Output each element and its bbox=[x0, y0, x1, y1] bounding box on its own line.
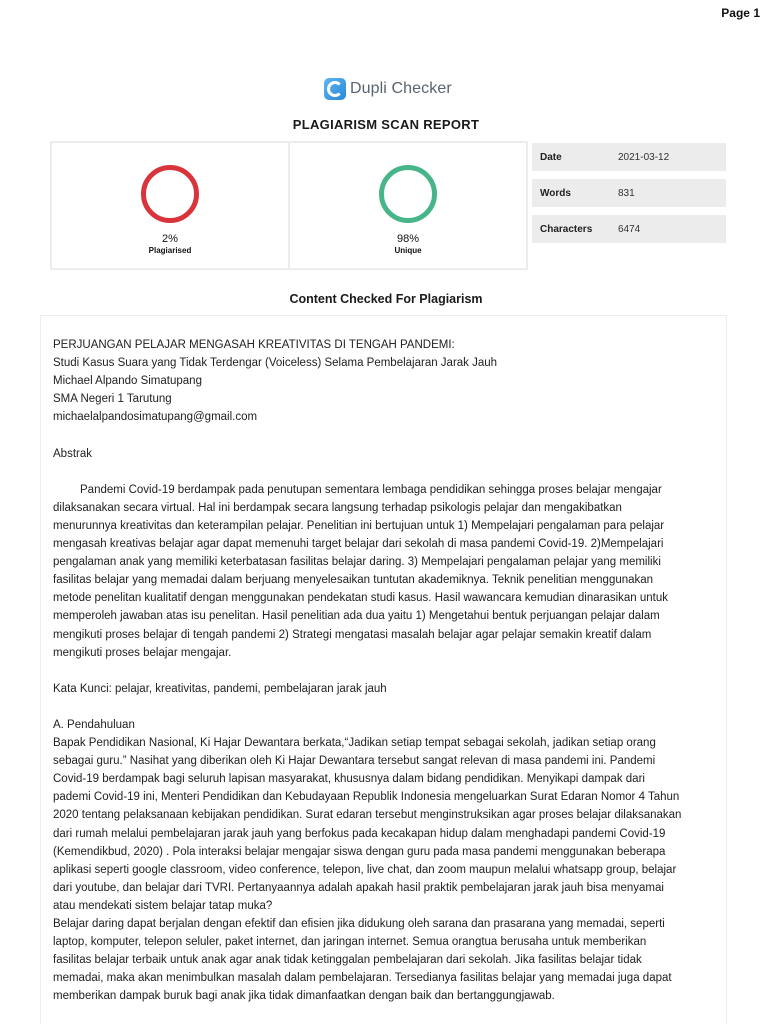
content-line: memberikan dampak buruk bagi anak jika tidak dimanfaatkan dengan baik dan bertanggungjawab. bbox=[53, 990, 555, 1003]
content-line: mengikuti proses belajar mengajar. bbox=[53, 646, 232, 659]
plagiarised-label: Plagiarised bbox=[148, 246, 192, 255]
score-summary bbox=[50, 141, 528, 270]
content-line: memperoleh jawaban atas isu penelitan. Hasil penelitian ada dua yaitu 1) Mengetahui bentuk perjuangan pelajar dalam bbox=[53, 610, 660, 623]
content-line: Belajar daring dapat berjalan dengan efektif dan efisien jika didukung oleh sarana dan prasarana yang memadai, seperti bbox=[53, 918, 665, 930]
content-line: sebagai guru.” Nasihat yang diberikan oleh Ki Hajar Dewantara tersebut sangat relevan di masa pandemi ini. Pandemi bbox=[53, 755, 656, 768]
content-line: mengasah kreativas belajar agar dapat memenuhi target belajar dari sekolah di masa pandemi Covid-19. 2)Mempelajari bbox=[53, 538, 664, 551]
content-line: mengikuti proses belajar di tengah pandemi 2) Strategi mengatasi masalah belajar agar pelajar semakin kreatif dalam bbox=[53, 628, 652, 641]
content-line: atau mendekati sistem belajar tatap muka? bbox=[53, 899, 273, 912]
keywords: Kata Kunci: pelajar, kreativitas, pandemi, pembelajaran jarak jauh bbox=[53, 682, 387, 695]
meta-row-words bbox=[532, 179, 726, 207]
content-line: 2020 tentang pelaksanaan kebijakan pendidikan. Surat edaran tersebut menginstruksikan agar proses belajar dilaksanakan bbox=[53, 809, 682, 822]
content-line: michaelalpandosimatupang@gmail.com bbox=[53, 411, 258, 424]
content-line: SMA Negeri 1 Tarutung bbox=[53, 393, 172, 406]
meta-key: Characters bbox=[540, 223, 593, 235]
content-line: menurunnya kreativitas dan keterampilan pelajar. Penelitian ini bertujuan untuk 1) Mempelajari pengalaman para pelajar bbox=[53, 519, 665, 532]
dupli-checker-logo bbox=[324, 78, 452, 100]
meta-value: 6474 bbox=[618, 223, 641, 235]
content-line: dari rumah melalui pembelajaran jarak jauh yang berfokus pada kecakapan hidup dalam menghadapi pandemi Covid-19 bbox=[53, 827, 666, 840]
content-line: Bapak Pendidikan Nasional, Ki Hajar Dewantara berkata,“Jadikan setiap tempat sebagai sekolah, jadikan setiap orang bbox=[53, 737, 656, 750]
content-line: dilaksanakan secara virtual. Hal ini berdampak secara langsung terhadap psikologis pelajar dan mengakibatkan bbox=[53, 501, 622, 514]
content-line: dari youtube, dan belajar dari TVRI. Pertanyaannya adalah apakah hasil praktik pembelajaran jarak jauh bisa menyamai bbox=[53, 881, 664, 894]
content-line: Michael Alpando Simatupang bbox=[53, 375, 202, 388]
plagiarised-percent: 2% bbox=[162, 233, 178, 245]
unique-percent: 98% bbox=[396, 233, 420, 245]
meta-value: 831 bbox=[618, 187, 635, 199]
meta-row-characters bbox=[532, 215, 726, 243]
intro-heading: A. Pendahuluan bbox=[53, 718, 135, 731]
content-line: Pandemi Covid-19 berdampak pada penutupan sementara lembaga pendidikan sehingga proses belajar mengajar bbox=[80, 483, 662, 496]
content-line: PERJUANGAN PELAJAR MENGASAH KREATIVITAS DI TENGAH PANDEMI: bbox=[53, 339, 455, 351]
abstract-heading: Abstrak bbox=[53, 447, 92, 460]
meta-value: 2021-03-12 bbox=[618, 151, 670, 163]
content-line: metode penelitan kualitatif dengan menggunakan pendekatan studi kasus. Hasil wawancara kemudian dinarasikan untuk bbox=[53, 592, 669, 605]
meta-key: Words bbox=[540, 187, 571, 199]
content-line: fasilitas belajar terbaik untuk anak agar anak tidak ketinggalan pembelajaran dari sekolah. Jika fasilitas belajar tidak bbox=[53, 954, 642, 967]
section-title: Content Checked For Plagiarism bbox=[289, 292, 483, 306]
plagiarised-score bbox=[52, 143, 288, 268]
content-line: memadai, maka akan menimbulkan masalah dalam pembelajaran. Tersedianya fasilitas belajar yang memadai juga dapat bbox=[53, 972, 672, 985]
content-line: (Kemendikbud, 2020) . Pola interaksi belajar mengajar siswa dengan guru pada masa pandemi menggunakan beberapa bbox=[53, 845, 666, 858]
report-meta bbox=[532, 143, 726, 251]
content-line: pademi Covid-19 ini, Menteri Pendidikan dan Kebudayaan Republik Indonesia mengeluarkan Surat Edaran Nomor 4 Tahun bbox=[53, 791, 680, 804]
content-line: aplikasi seperti google classroom, video conference, telepon, live chat, dan zoom maupun melalui whatsapp group, belajar bbox=[53, 863, 677, 876]
content-line: fasilitas belajar yang memadai dalam berjuang menyelesaikan tuntutan akademiknya. Teknik penelitian menggunakan bbox=[53, 574, 654, 587]
logo-mark-icon bbox=[324, 78, 346, 100]
unique-score bbox=[288, 143, 526, 268]
report-title: PLAGIARISM SCAN REPORT bbox=[292, 117, 480, 132]
content-line: Studi Kasus Suara yang Tidak Terdengar (Voiceless) Selama Pembelajaran Jarak Jauh bbox=[53, 357, 498, 370]
content-line: Covid-19 berdampak bagi seluruh lapisan masyarakat, khususnya dalam bidang pendidikan. Menyikapi dampak dari bbox=[53, 773, 645, 786]
plagiarised-ring-icon bbox=[141, 165, 199, 223]
checked-content bbox=[40, 315, 727, 1024]
page-number: Page 1 bbox=[721, 6, 760, 20]
logo-text: Dupli Checker bbox=[350, 80, 452, 97]
content-line: pengalaman anak yang memiliki keterbatasan fasilitas belajar daring. 3) Mempelajari pengalaman pelajar yang memiliki bbox=[53, 556, 661, 569]
content-line: laptop, komputer, telepon seluler, paket internet, dan jaringan internet. Semua orangtua berusaha untuk memberikan bbox=[53, 936, 647, 949]
unique-label: Unique bbox=[394, 246, 422, 255]
unique-ring-icon bbox=[379, 165, 437, 223]
meta-row-date bbox=[532, 143, 726, 171]
meta-key: Date bbox=[540, 151, 562, 163]
